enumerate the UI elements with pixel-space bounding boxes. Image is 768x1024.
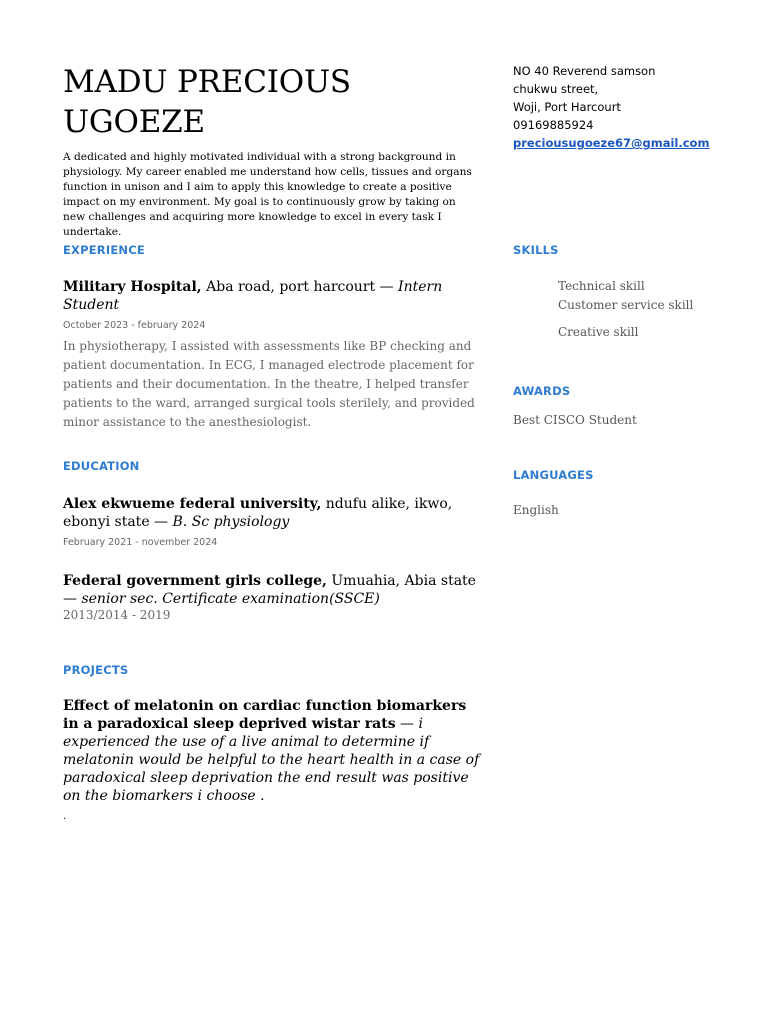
project-title-line — [63, 697, 481, 805]
experience-title-line — [63, 278, 481, 314]
experience-description: In physiotherapy, I assisted with assessments like BP checking and patient documentation. In ECG, I managed electrode placement for patients and their documentation. In the theatre, I helped transfer patients to the ward, arranged surgical tools sterilely, and provided minor assistance to the anesthesiologist. — [63, 339, 475, 429]
project-entry — [63, 697, 481, 822]
contact-block — [513, 62, 743, 152]
summary-paragraph: A dedicated and highly motivated individual with a strong background in physiology. My career enabled me understand how cells, tissues and organs function in unison and I aim to apply this knowledge to create a positive impact on my environment. My goal is to continuously grow by taking on new challenges and acquiring more knowledge to excel in every task I undertake. — [63, 151, 472, 238]
education-heading: EDUCATION — [63, 459, 140, 473]
education-entry — [63, 495, 481, 548]
experience-place: Aba road, port harcourt — — [201, 279, 399, 295]
experience-heading: EXPERIENCE — [63, 243, 145, 257]
left-column — [63, 62, 481, 240]
education-entry — [63, 572, 481, 622]
education-title-line — [63, 495, 481, 531]
skills-heading: SKILLS — [513, 243, 559, 257]
address-line: Woji, Port Harcourt — [513, 100, 621, 114]
skill-item: Customer service skill — [558, 298, 694, 312]
education-org: Federal government girls college, — [63, 573, 327, 589]
address-line: chukwu street, — [513, 82, 599, 96]
awards-heading: AWARDS — [513, 384, 571, 398]
education-org: Alex ekwueme federal university, — [63, 496, 322, 512]
education-date: February 2021 - november 2024 — [63, 537, 218, 548]
education-title-line — [63, 572, 481, 608]
education-place: Umuahia, Abia state — — [63, 573, 476, 607]
languages-heading: LANGUAGES — [513, 468, 594, 482]
project-name: Effect of melatonin on cardiac function biomarkers in a paradoxical sleep deprived wistar rats — [63, 698, 467, 732]
phone-number: 09169885924 — [513, 118, 594, 132]
education-degree: B. Sc physiology — [172, 514, 290, 530]
education-date: 2013/2014 - 2019 — [63, 608, 171, 622]
experience-date: October 2023 - february 2024 — [63, 320, 206, 331]
experience-role: Intern Student — [63, 279, 443, 313]
award-item: Best CISCO Student — [513, 413, 637, 427]
skill-item: Creative skill — [558, 325, 639, 339]
project-separator: — — [395, 716, 419, 732]
projects-heading: PROJECTS — [63, 663, 129, 677]
education-degree: senior sec. Certificate examination(SSCE) — [81, 591, 380, 607]
candidate-name: MADU PRECIOUS UGOEZE — [63, 64, 351, 140]
email-row — [513, 134, 743, 152]
address-line: NO 40 Reverend samson — [513, 64, 656, 78]
email-link[interactable]: preciousugoeze67@gmail.com — [513, 136, 710, 150]
experience-org: Military Hospital, — [63, 279, 202, 295]
language-item: English — [513, 503, 559, 517]
education-place: ndufu alike, ikwo, ebonyi state — — [63, 496, 453, 530]
project-trailing-dot: . — [63, 811, 67, 822]
experience-entry — [63, 278, 481, 432]
skill-item: Technical skill — [558, 279, 645, 293]
project-description: i experienced the use of a live animal to determine if melatonin would be helpful to the heart health in a case of paradoxical sleep deprivation the end result was positive on the biomarkers i choose . — [63, 716, 480, 804]
